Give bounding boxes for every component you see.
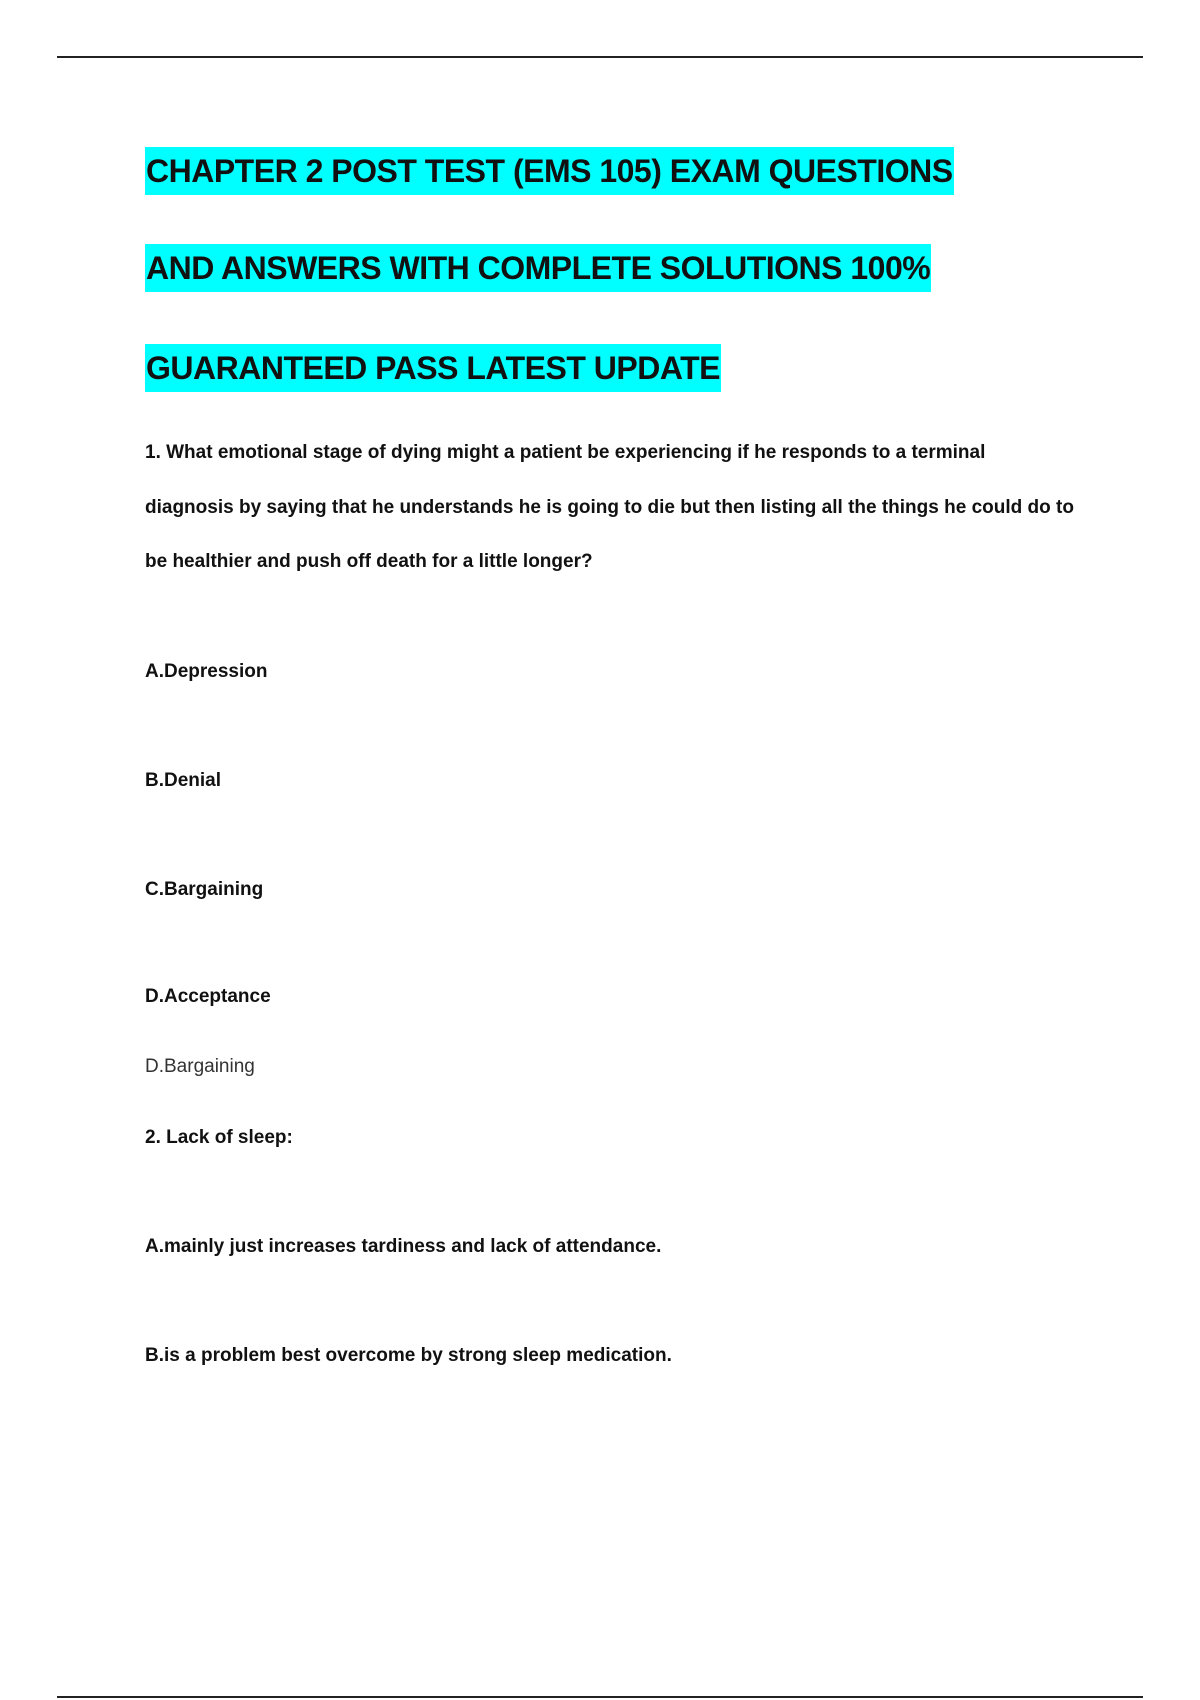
question-1-text-line-3: be healthier and push off death for a little longer?	[145, 551, 593, 572]
question-1-answer: D.Bargaining	[145, 1056, 255, 1077]
title-highlight-2: AND ANSWERS WITH COMPLETE SOLUTIONS 100%	[145, 244, 931, 292]
question-2-option-a: A.mainly just increases tardiness and lack of attendance.	[145, 1236, 662, 1257]
question-1-option-d: D.Acceptance	[145, 986, 271, 1007]
question-1-text-line-1: 1. What emotional stage of dying might a patient be experiencing if he responds to a terminal	[145, 442, 986, 463]
document-title-line-3	[145, 344, 721, 392]
top-rule	[57, 56, 1143, 58]
question-2-option-b: B.is a problem best overcome by strong sleep medication.	[145, 1345, 672, 1366]
question-1-option-a: A.Depression	[145, 661, 268, 682]
document-title-line-1	[145, 147, 954, 195]
title-highlight-3: GUARANTEED PASS LATEST UPDATE	[145, 344, 721, 392]
bottom-rule	[57, 1696, 1143, 1698]
question-1-option-b: B.Denial	[145, 770, 222, 791]
document-title-line-2	[145, 244, 931, 292]
question-1-option-c: C.Bargaining	[145, 879, 264, 900]
question-1-text-line-2: diagnosis by saying that he understands he is going to die but then listing all the things he could do to	[145, 497, 1074, 518]
title-highlight-1: CHAPTER 2 POST TEST (EMS 105) EXAM QUESTIONS	[145, 147, 954, 195]
question-2-text-line-1: 2. Lack of sleep:	[145, 1127, 293, 1148]
